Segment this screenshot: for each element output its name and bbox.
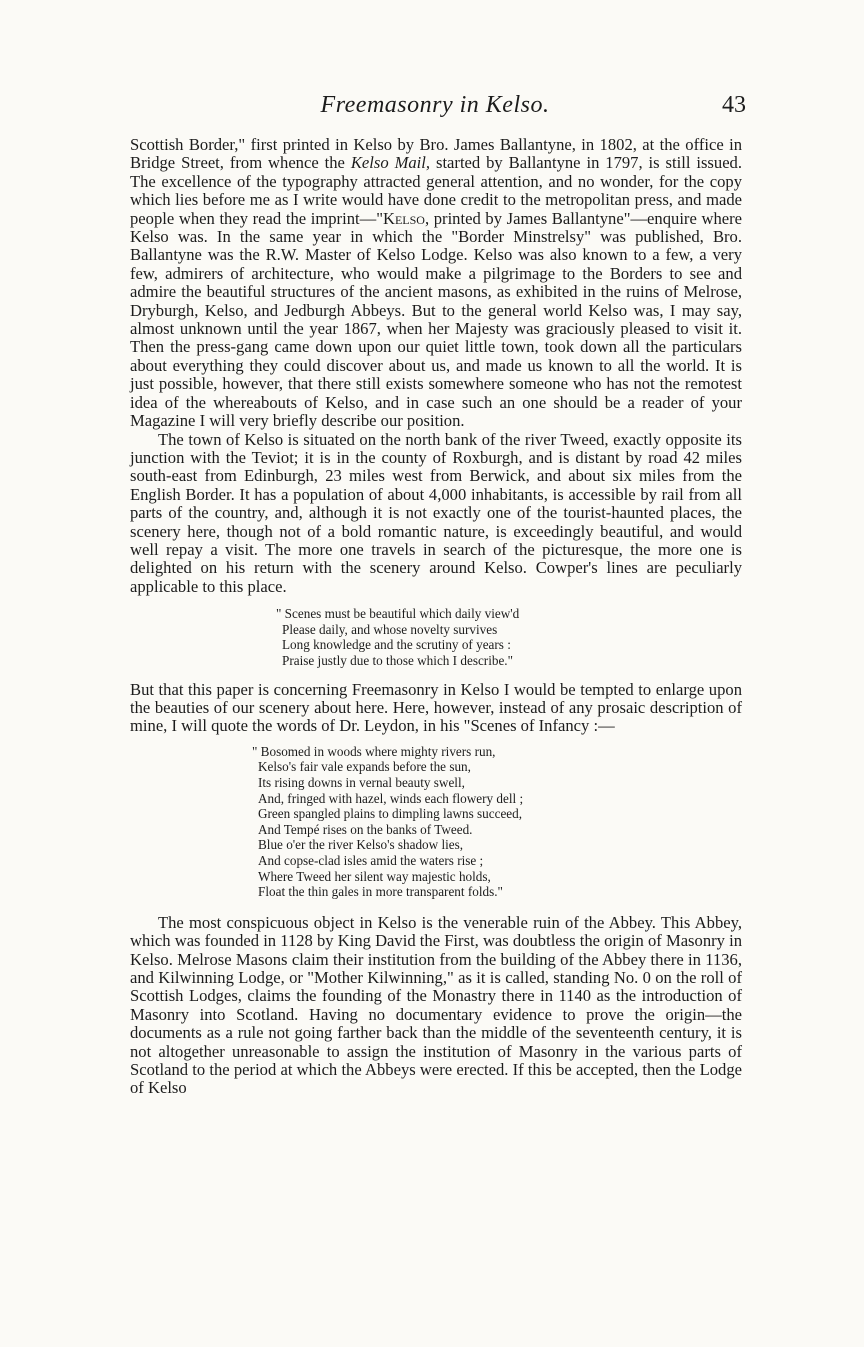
verse-line: " Bosomed in woods where mighty rivers run,	[252, 743, 496, 759]
verse-line: Where Tweed her silent way majestic holds,	[258, 868, 491, 884]
verse-line: Float the thin gales in more transparent folds."	[258, 884, 503, 900]
verse-line: And Tempé rises on the banks of Tweed.	[258, 821, 473, 837]
verse-line: " Scenes must be beautiful which daily view'd	[276, 606, 520, 622]
paragraph-4: The most conspicuous object in Kelso is the venerable ruin of the Abbey. This Abbey, which was founded in 1128 by King David the First, was doubtless the origin of Masonry in Kelso. Melrose Masons claim their institution from the building of the Abbey there in 1136, and Kilwinning Lodge, or "Mother Kilwinning," as it is called, standing No. 0 on the roll of Scottish Lodges, claims the founding of the Monastry there in 1140 as the introduction of Masonry into Scotland. Having no documentary evidence to prove the origin—the documents as a rule not going farther back than the middle of the seventeenth century, it is not altogether unreasonable to assign the institution of Masonry in the various parts of Scotland to the period at which the Abbeys were erected. If this be accepted, then the Lodge of Kelso	[130, 912, 742, 1098]
verse-line: Its rising downs in vernal beauty swell,	[258, 774, 465, 790]
paragraph-1	[130, 136, 742, 431]
verse-line: Long knowledge and the scrutiny of years :	[282, 637, 511, 653]
verse-line: Green spangled plains to dimpling lawns succeed,	[258, 806, 523, 822]
paragraph-3: But that this paper is concerning Freemasonry in Kelso I would be tempted to enlarge upon the beauties of our scenery about here. Here, however, instead of any prosaic description of mine, I will quote the words of Dr. Leydon, in his "Scenes of Infancy :—	[130, 679, 742, 736]
verse-line: And copse-clad isles amid the waters rise ;	[258, 852, 484, 868]
running-title: Freemasonry in Kelso.	[320, 92, 550, 118]
paragraph-1-part-c: , printed by James Ballantyne"—enquire where Kelso was. In the same year in which the "Border Minstrelsy" was published, Bro. Ballantyne was the R.W. Master of Kelso Lodge. Kelso was also known to a few, a very few, admirers of architecture, who would make a pilgrimage to the Borders to see and admire the beautiful structures of the ancient masons, as exhibited in the ruins of Melrose, Dryburgh, Kelso, and Jedburgh Abbeys. But to the general world Kelso was, I may say, almost unknown until the year 1867, when her Majesty was graciously pleased to visit it. Then the press-gang came down upon our quiet little town, took down all the particulars about everything they could discover about us, and made us known to all the world. It is just possible, however, that there still exists somewhere someone who has not the remotest idea of the whereabouts of Kelso, and in case such an one should be a reader of your Magazine I will very briefly describe our position.	[130, 208, 742, 431]
verse-line: Kelso's fair vale expands before the sun,	[258, 759, 471, 775]
verse-line: And, fringed with hazel, winds each flowery dell ;	[258, 790, 524, 806]
verse-line: Please daily, and whose novelty survives	[282, 621, 498, 637]
running-head	[130, 92, 746, 126]
imprint-kelso: Kelso	[382, 208, 425, 228]
verse-line: Praise justly due to those which I describe."	[282, 652, 513, 668]
article-body	[130, 136, 742, 1098]
cowper-quotation	[130, 606, 742, 668]
page-number: 43	[722, 92, 746, 118]
kelso-mail-title: Kelso Mail,	[350, 153, 431, 173]
leydon-quotation	[130, 744, 742, 900]
paragraph-2: The town of Kelso is situated on the north bank of the river Tweed, exactly opposite its junction with the Teviot; it is in the county of Roxburgh, and is distant by road 42 miles south-east from Edinburgh, 23 miles west from Berwick, and about six miles from the English Border. It has a population of about 4,000 inhabitants, is accessible by rail from all parts of the country, and, although it is not exactly one of the tourist-haunted places, the scenery here, though not of a bold romantic nature, is exceedingly beautiful, and would well repay a visit. The more one travels in search of the picturesque, the more one is delighted on his return with the scenery around Kelso. Cowper's lines are peculiarly applicable to this place.	[130, 429, 742, 596]
paragraph-1-part-b: started by Ballantyne in 1797, is still issued. The excellence of the typography attracted general attention, and no wonder, for the copy which lies before me as I write would have done credit to the metropolitan press, and made people when they read the imprint—"	[130, 153, 742, 228]
paragraph-1-part-a: Scottish Border," first printed in Kelso by Bro. James Ballantyne, in 1802, at the office in Bridge Street, from whence the	[130, 135, 742, 173]
verse-line: Blue o'er the river Kelso's shadow lies,	[258, 837, 464, 853]
